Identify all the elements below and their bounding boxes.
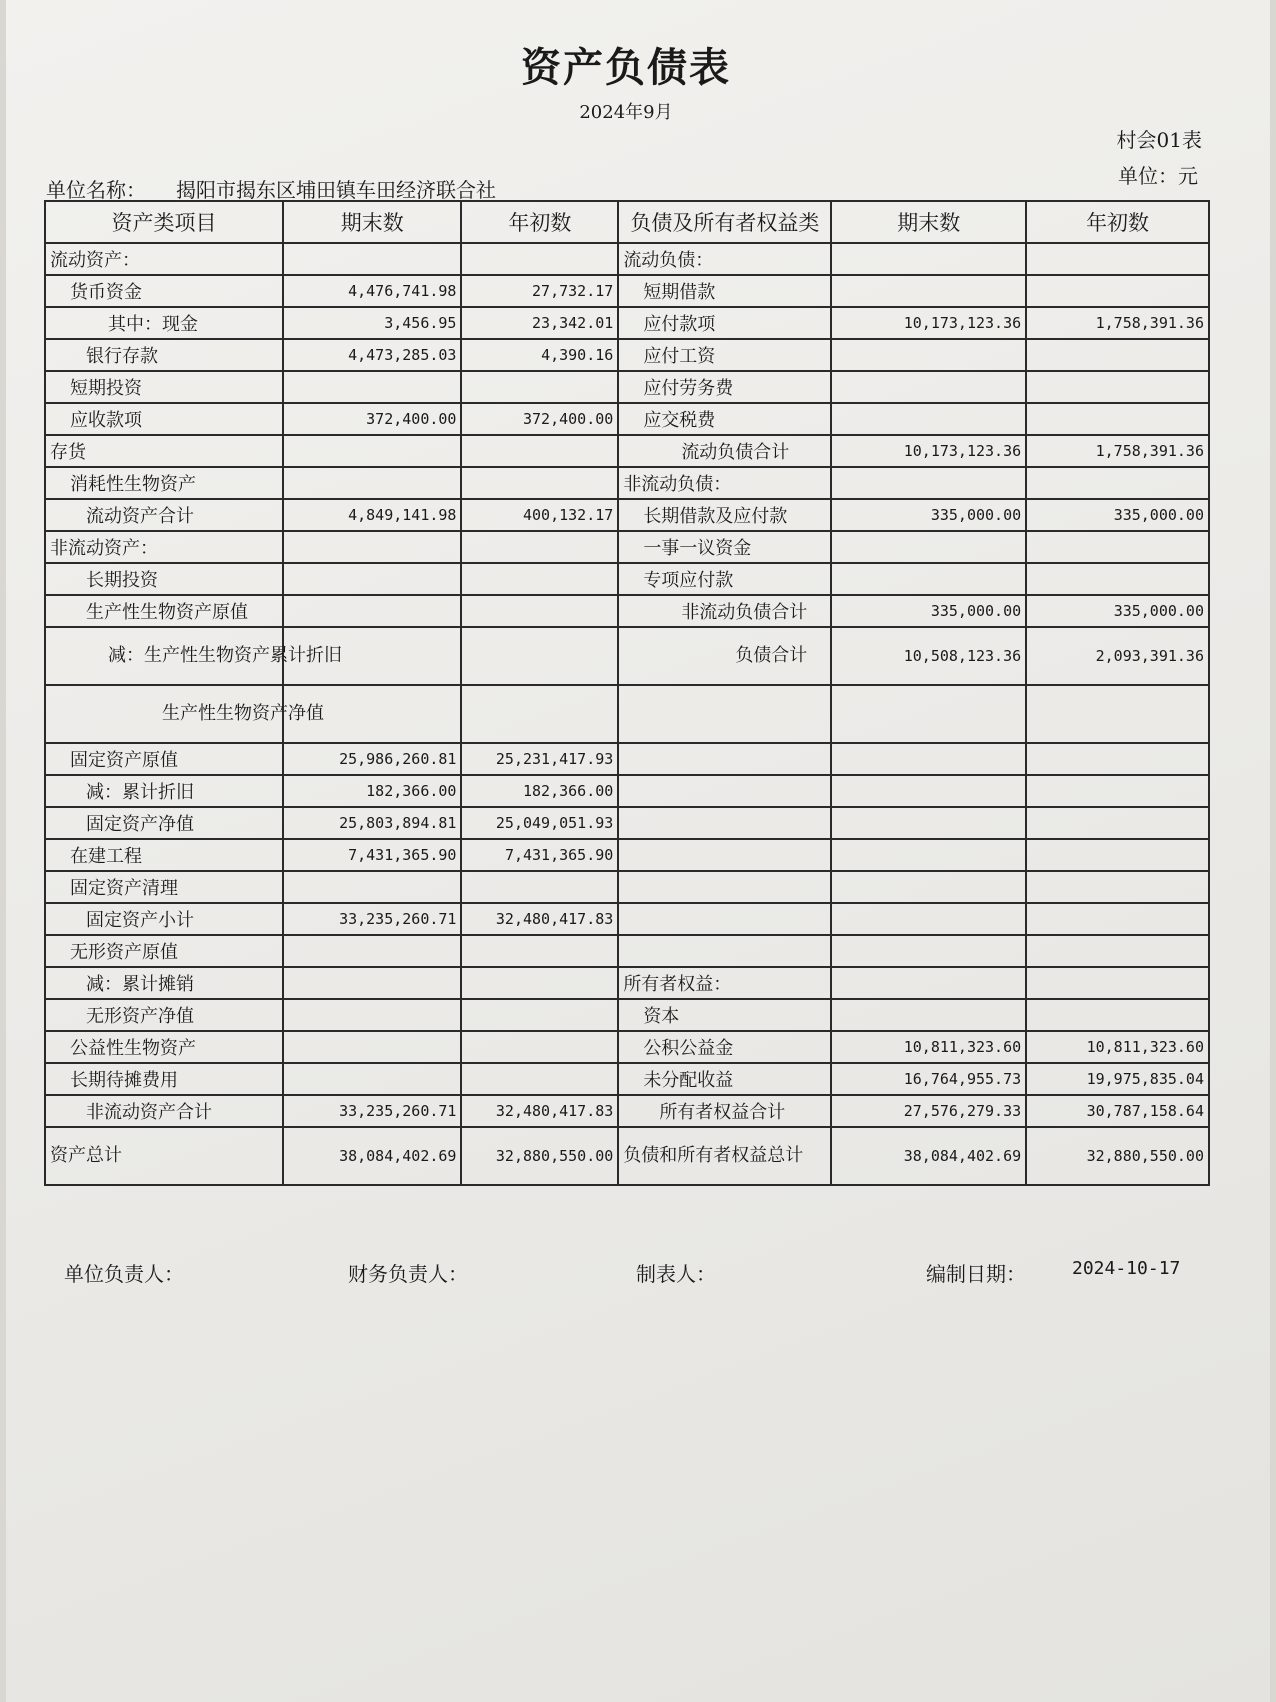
liab-begin-value [1026, 743, 1209, 775]
liab-begin-value [1026, 275, 1209, 307]
liab-begin-value: 32,880,550.00 [1026, 1127, 1209, 1185]
liab-end-value: 10,811,323.60 [831, 1031, 1026, 1063]
liab-end-value [831, 903, 1026, 935]
asset-item-cell: 流动资产合计 [45, 499, 283, 531]
liab-begin-value [1026, 775, 1209, 807]
preparer-label: 制表人： [636, 1262, 716, 1286]
asset-begin-value: 32,880,550.00 [461, 1127, 618, 1185]
asset-begin-value: 4,390.16 [461, 339, 618, 371]
liab-item-cell [618, 871, 831, 903]
asset-end-value [283, 371, 461, 403]
asset-begin-value [461, 563, 618, 595]
asset-end-value [283, 435, 461, 467]
table-row [45, 967, 1209, 999]
liab-begin-value [1026, 967, 1209, 999]
liab-end-value [831, 999, 1026, 1031]
asset-begin-value [461, 967, 618, 999]
table-row [45, 627, 1209, 685]
col-header-asset-end: 期末数 [283, 201, 461, 243]
document-page [6, 0, 1270, 1702]
table-row [45, 371, 1209, 403]
asset-item-cell: 非流动资产： [45, 531, 283, 563]
liab-item-cell: 应付款项 [618, 307, 831, 339]
liab-item-cell: 短期借款 [618, 275, 831, 307]
asset-end-value [283, 967, 461, 999]
liab-end-value [831, 775, 1026, 807]
liab-begin-value [1026, 871, 1209, 903]
date-label: 编制日期： [926, 1262, 1026, 1286]
liab-item-cell: 应付工资 [618, 339, 831, 371]
asset-begin-value [461, 1031, 618, 1063]
table-row [45, 1031, 1209, 1063]
col-header-liab-end: 期末数 [831, 201, 1026, 243]
liab-begin-value: 1,758,391.36 [1026, 435, 1209, 467]
asset-begin-value: 27,732.17 [461, 275, 618, 307]
liab-begin-value [1026, 903, 1209, 935]
asset-begin-value [461, 531, 618, 563]
asset-item-cell: 减：生产性生物资产累计折旧 [45, 627, 283, 685]
liab-begin-value: 335,000.00 [1026, 499, 1209, 531]
table-row [45, 999, 1209, 1031]
asset-begin-value [461, 435, 618, 467]
liab-item-cell [618, 935, 831, 967]
table-header-row [45, 201, 1209, 243]
asset-begin-value [461, 595, 618, 627]
liab-end-value [831, 275, 1026, 307]
liab-end-value: 335,000.00 [831, 595, 1026, 627]
asset-item-cell: 无形资产净值 [45, 999, 283, 1031]
table-row [45, 563, 1209, 595]
liab-end-value [831, 371, 1026, 403]
liab-item-cell: 负债合计 [618, 627, 831, 685]
asset-end-value [283, 563, 461, 595]
asset-item-cell: 公益性生物资产 [45, 1031, 283, 1063]
liab-begin-value [1026, 999, 1209, 1031]
asset-item-cell: 减：累计折旧 [45, 775, 283, 807]
liab-end-value [831, 967, 1026, 999]
table-row [45, 339, 1209, 371]
liab-begin-value [1026, 685, 1209, 743]
asset-end-value [283, 243, 461, 275]
liab-end-value: 38,084,402.69 [831, 1127, 1026, 1185]
finance-head-label: 财务负责人： [348, 1262, 468, 1286]
asset-end-value: 25,986,260.81 [283, 743, 461, 775]
table-row [45, 871, 1209, 903]
report-title: 资产负债表 [521, 44, 731, 91]
liab-item-cell: 未分配收益 [618, 1063, 831, 1095]
liab-begin-value: 2,093,391.36 [1026, 627, 1209, 685]
asset-begin-value: 25,231,417.93 [461, 743, 618, 775]
asset-item-cell: 短期投资 [45, 371, 283, 403]
form-code: 村会01表 [1116, 128, 1202, 152]
asset-item-cell: 长期待摊费用 [45, 1063, 283, 1095]
entity-label: 单位名称： [46, 178, 146, 202]
liab-end-value [831, 871, 1026, 903]
liab-begin-value: 30,787,158.64 [1026, 1095, 1209, 1127]
asset-item-cell: 存货 [45, 435, 283, 467]
asset-item-cell: 固定资产原值 [45, 743, 283, 775]
asset-item-cell: 其中：现金 [45, 307, 283, 339]
asset-end-value [283, 467, 461, 499]
liab-item-cell: 非流动负债： [618, 467, 831, 499]
liab-item-cell: 所有者权益合计 [618, 1095, 831, 1127]
asset-end-value: 33,235,260.71 [283, 1095, 461, 1127]
asset-end-value [283, 595, 461, 627]
liab-item-cell [618, 685, 831, 743]
liab-item-cell: 资本 [618, 999, 831, 1031]
asset-begin-value [461, 685, 618, 743]
liab-item-cell: 一事一议资金 [618, 531, 831, 563]
liab-begin-value [1026, 403, 1209, 435]
table-row [45, 531, 1209, 563]
asset-end-value: 38,084,402.69 [283, 1127, 461, 1185]
liab-end-value: 335,000.00 [831, 499, 1026, 531]
table-row [45, 903, 1209, 935]
liab-end-value: 10,173,123.36 [831, 307, 1026, 339]
asset-end-value [283, 999, 461, 1031]
asset-item-cell: 流动资产： [45, 243, 283, 275]
asset-item-cell: 资产总计 [45, 1127, 283, 1185]
liab-item-cell: 非流动负债合计 [618, 595, 831, 627]
liab-item-cell: 负债和所有者权益总计 [618, 1127, 831, 1185]
liab-begin-value [1026, 563, 1209, 595]
liab-end-value: 10,508,123.36 [831, 627, 1026, 685]
liab-begin-value: 335,000.00 [1026, 595, 1209, 627]
asset-end-value: 4,849,141.98 [283, 499, 461, 531]
asset-begin-value [461, 243, 618, 275]
liab-end-value [831, 243, 1026, 275]
liab-begin-value [1026, 935, 1209, 967]
liab-item-cell: 公积公益金 [618, 1031, 831, 1063]
liab-item-cell: 应交税费 [618, 403, 831, 435]
liab-begin-value: 1,758,391.36 [1026, 307, 1209, 339]
asset-item-cell: 固定资产净值 [45, 807, 283, 839]
report-period: 2024年9月 [579, 102, 673, 123]
liab-item-cell: 流动负债合计 [618, 435, 831, 467]
liab-item-cell [618, 903, 831, 935]
asset-item-cell: 长期投资 [45, 563, 283, 595]
asset-begin-value [461, 467, 618, 499]
asset-end-value: 4,473,285.03 [283, 339, 461, 371]
asset-item-cell: 生产性生物资产原值 [45, 595, 283, 627]
asset-end-value [283, 531, 461, 563]
liab-end-value [831, 807, 1026, 839]
asset-begin-value: 7,431,365.90 [461, 839, 618, 871]
asset-begin-value: 25,049,051.93 [461, 807, 618, 839]
liab-end-value [831, 531, 1026, 563]
liab-item-cell: 应付劳务费 [618, 371, 831, 403]
asset-item-cell: 银行存款 [45, 339, 283, 371]
table-row [45, 1127, 1209, 1185]
asset-begin-value: 23,342.01 [461, 307, 618, 339]
asset-end-value [283, 1063, 461, 1095]
liab-begin-value: 19,975,835.04 [1026, 1063, 1209, 1095]
table-row [45, 1095, 1209, 1127]
table-row [45, 595, 1209, 627]
liab-end-value [831, 935, 1026, 967]
liab-item-cell: 所有者权益： [618, 967, 831, 999]
col-header-liab-begin: 年初数 [1026, 201, 1209, 243]
col-header-liab-item: 负债及所有者权益类 [618, 201, 831, 243]
liab-item-cell [618, 743, 831, 775]
asset-end-value: 4,476,741.98 [283, 275, 461, 307]
asset-end-value: 7,431,365.90 [283, 839, 461, 871]
asset-end-value: 33,235,260.71 [283, 903, 461, 935]
table-row [45, 685, 1209, 743]
col-header-asset-begin: 年初数 [461, 201, 618, 243]
liab-begin-value [1026, 531, 1209, 563]
asset-item-cell: 固定资产小计 [45, 903, 283, 935]
table-row [45, 435, 1209, 467]
table-row [45, 467, 1209, 499]
liab-end-value [831, 467, 1026, 499]
liab-item-cell: 专项应付款 [618, 563, 831, 595]
liab-item-cell [618, 839, 831, 871]
liab-begin-value [1026, 371, 1209, 403]
liab-end-value [831, 685, 1026, 743]
asset-end-value [283, 871, 461, 903]
table-row [45, 743, 1209, 775]
liab-end-value [831, 563, 1026, 595]
asset-begin-value: 32,480,417.83 [461, 903, 618, 935]
liab-end-value [831, 839, 1026, 871]
table-row [45, 839, 1209, 871]
date-value: 2024-10-17 [1072, 1258, 1181, 1279]
liab-end-value [831, 339, 1026, 371]
liab-begin-value [1026, 339, 1209, 371]
asset-item-cell: 非流动资产合计 [45, 1095, 283, 1127]
asset-end-value: 372,400.00 [283, 403, 461, 435]
table-row [45, 935, 1209, 967]
asset-begin-value: 182,366.00 [461, 775, 618, 807]
liab-end-value: 16,764,955.73 [831, 1063, 1026, 1095]
liab-end-value: 27,576,279.33 [831, 1095, 1026, 1127]
col-header-asset-item: 资产类项目 [45, 201, 283, 243]
asset-end-value [283, 1031, 461, 1063]
asset-item-cell: 货币资金 [45, 275, 283, 307]
asset-begin-value [461, 999, 618, 1031]
liab-item-cell [618, 807, 831, 839]
table-row [45, 499, 1209, 531]
asset-begin-value: 32,480,417.83 [461, 1095, 618, 1127]
liab-end-value [831, 743, 1026, 775]
currency-unit: 单位：元 [1118, 164, 1198, 188]
liab-item-cell: 长期借款及应付款 [618, 499, 831, 531]
asset-begin-value [461, 627, 618, 685]
asset-begin-value [461, 371, 618, 403]
table-row [45, 243, 1209, 275]
liab-begin-value [1026, 467, 1209, 499]
liab-begin-value [1026, 807, 1209, 839]
liab-begin-value: 10,811,323.60 [1026, 1031, 1209, 1063]
asset-item-cell: 应收款项 [45, 403, 283, 435]
asset-begin-value [461, 935, 618, 967]
table-row [45, 1063, 1209, 1095]
asset-item-cell: 生产性生物资产净值 [45, 685, 283, 743]
asset-begin-value [461, 871, 618, 903]
table-row [45, 403, 1209, 435]
unit-head-label: 单位负责人： [64, 1262, 184, 1286]
liab-begin-value [1026, 839, 1209, 871]
liab-item-cell: 流动负债： [618, 243, 831, 275]
asset-begin-value: 400,132.17 [461, 499, 618, 531]
asset-item-cell: 在建工程 [45, 839, 283, 871]
liab-end-value: 10,173,123.36 [831, 435, 1026, 467]
liab-item-cell [618, 775, 831, 807]
entity-name: 揭阳市揭东区埔田镇车田经济联合社 [176, 178, 496, 202]
asset-begin-value: 372,400.00 [461, 403, 618, 435]
asset-item-cell: 减：累计摊销 [45, 967, 283, 999]
table-row [45, 307, 1209, 339]
liab-begin-value [1026, 243, 1209, 275]
asset-end-value [283, 935, 461, 967]
asset-end-value: 3,456.95 [283, 307, 461, 339]
asset-begin-value [461, 1063, 618, 1095]
table-row [45, 775, 1209, 807]
liab-end-value [831, 403, 1026, 435]
table-row [45, 275, 1209, 307]
entity-line [46, 174, 496, 203]
asset-end-value: 182,366.00 [283, 775, 461, 807]
asset-item-cell: 无形资产原值 [45, 935, 283, 967]
asset-item-cell: 固定资产清理 [45, 871, 283, 903]
asset-end-value: 25,803,894.81 [283, 807, 461, 839]
asset-item-cell: 消耗性生物资产 [45, 467, 283, 499]
balance-sheet-table [44, 200, 1210, 1186]
table-row [45, 807, 1209, 839]
